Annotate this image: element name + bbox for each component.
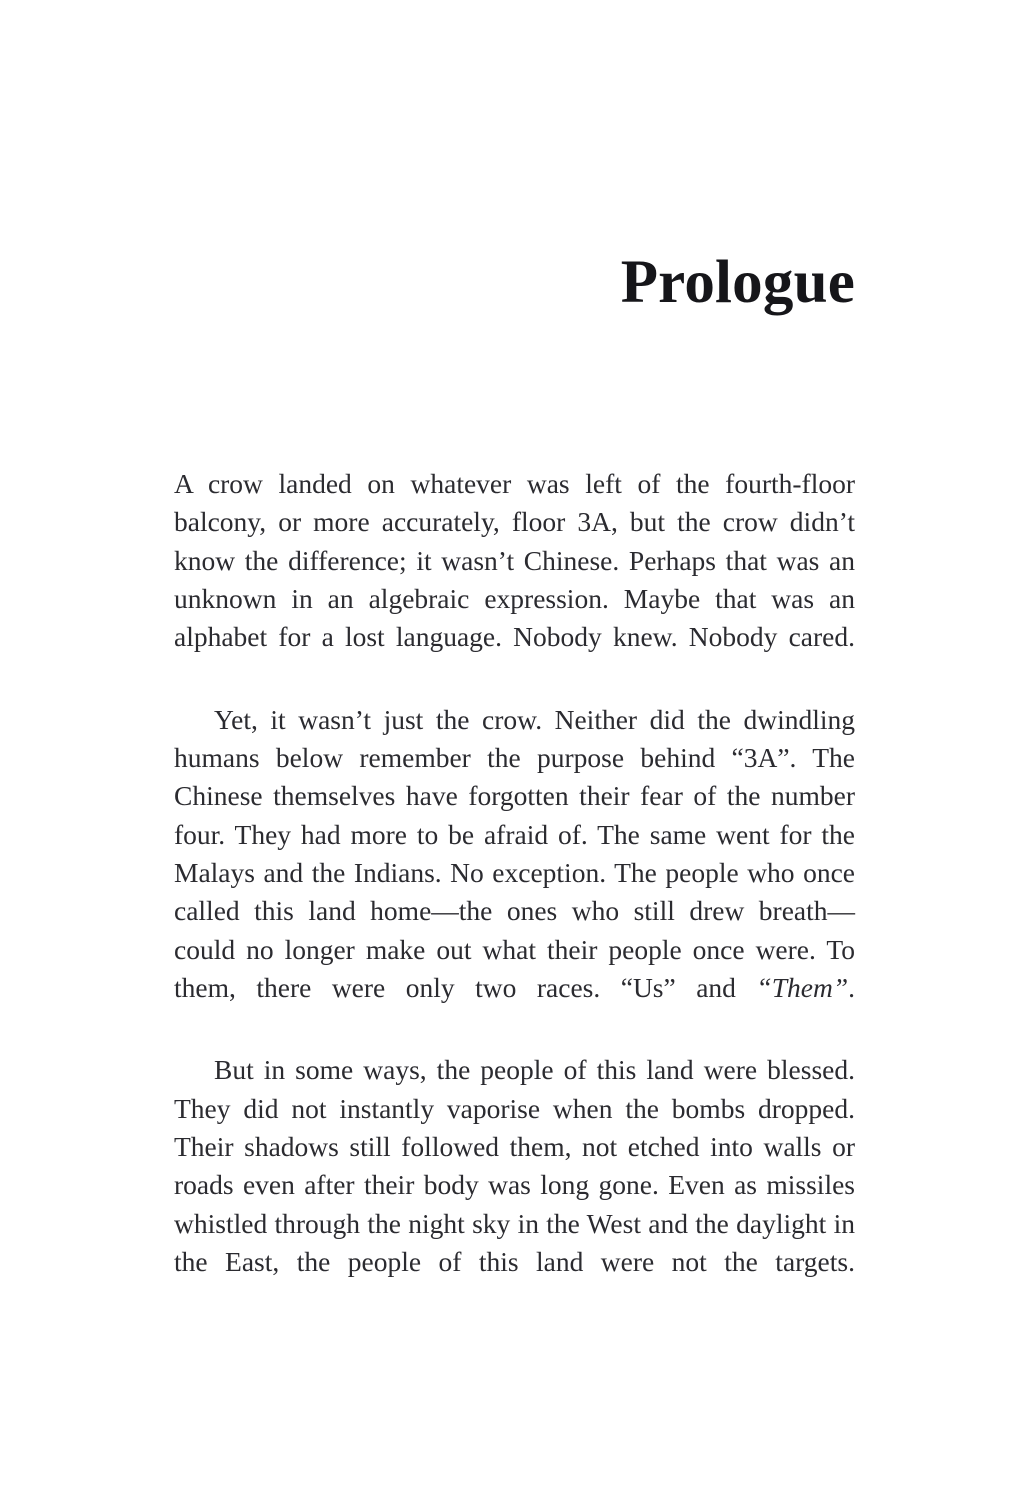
- paragraph-2-text-before-italic: Yet, it wasn’t just the crow. Neither did the dwindling humans below remember the purpose behind “3A”. The Chinese themselves have forgotten their fear of the number four. They had more to be afraid of. The same went for the Malays and the Indians. No exception. The people who once called this land home—the ones who still drew breath—could no longer make out what their people once were. To them, there were only two races. “Us” and: [174, 703, 855, 1003]
- page-title: Prologue: [620, 249, 855, 316]
- body-text-block: [174, 465, 855, 1320]
- paragraph-2-italic-them: “Them”: [756, 971, 849, 1003]
- page-content-column: [174, 0, 855, 1326]
- paragraph-2-text-after-italic: .: [848, 971, 855, 1003]
- paragraph-3: But in some ways, the people of this land were blessed. They did not instantly vaporise when the bombs dropped. Their shadows still followed them, not etched into walls or roads even after their body was long gone. Even as missiles whistled through the night sky in the West and the daylight in the East, the people of this land were not the targets.: [174, 1054, 855, 1277]
- paragraph-1: A crow landed on whatever was left of the fourth-floor balcony, or more accurately, floor 3A, but the crow didn’t know the difference; it wasn’t Chinese. Perhaps that was an unknown in an algebraic expression. Maybe that was an alphabet for a lost language. Nobody knew. Nobody cared.: [174, 468, 855, 653]
- paragraph-2: [174, 701, 855, 1046]
